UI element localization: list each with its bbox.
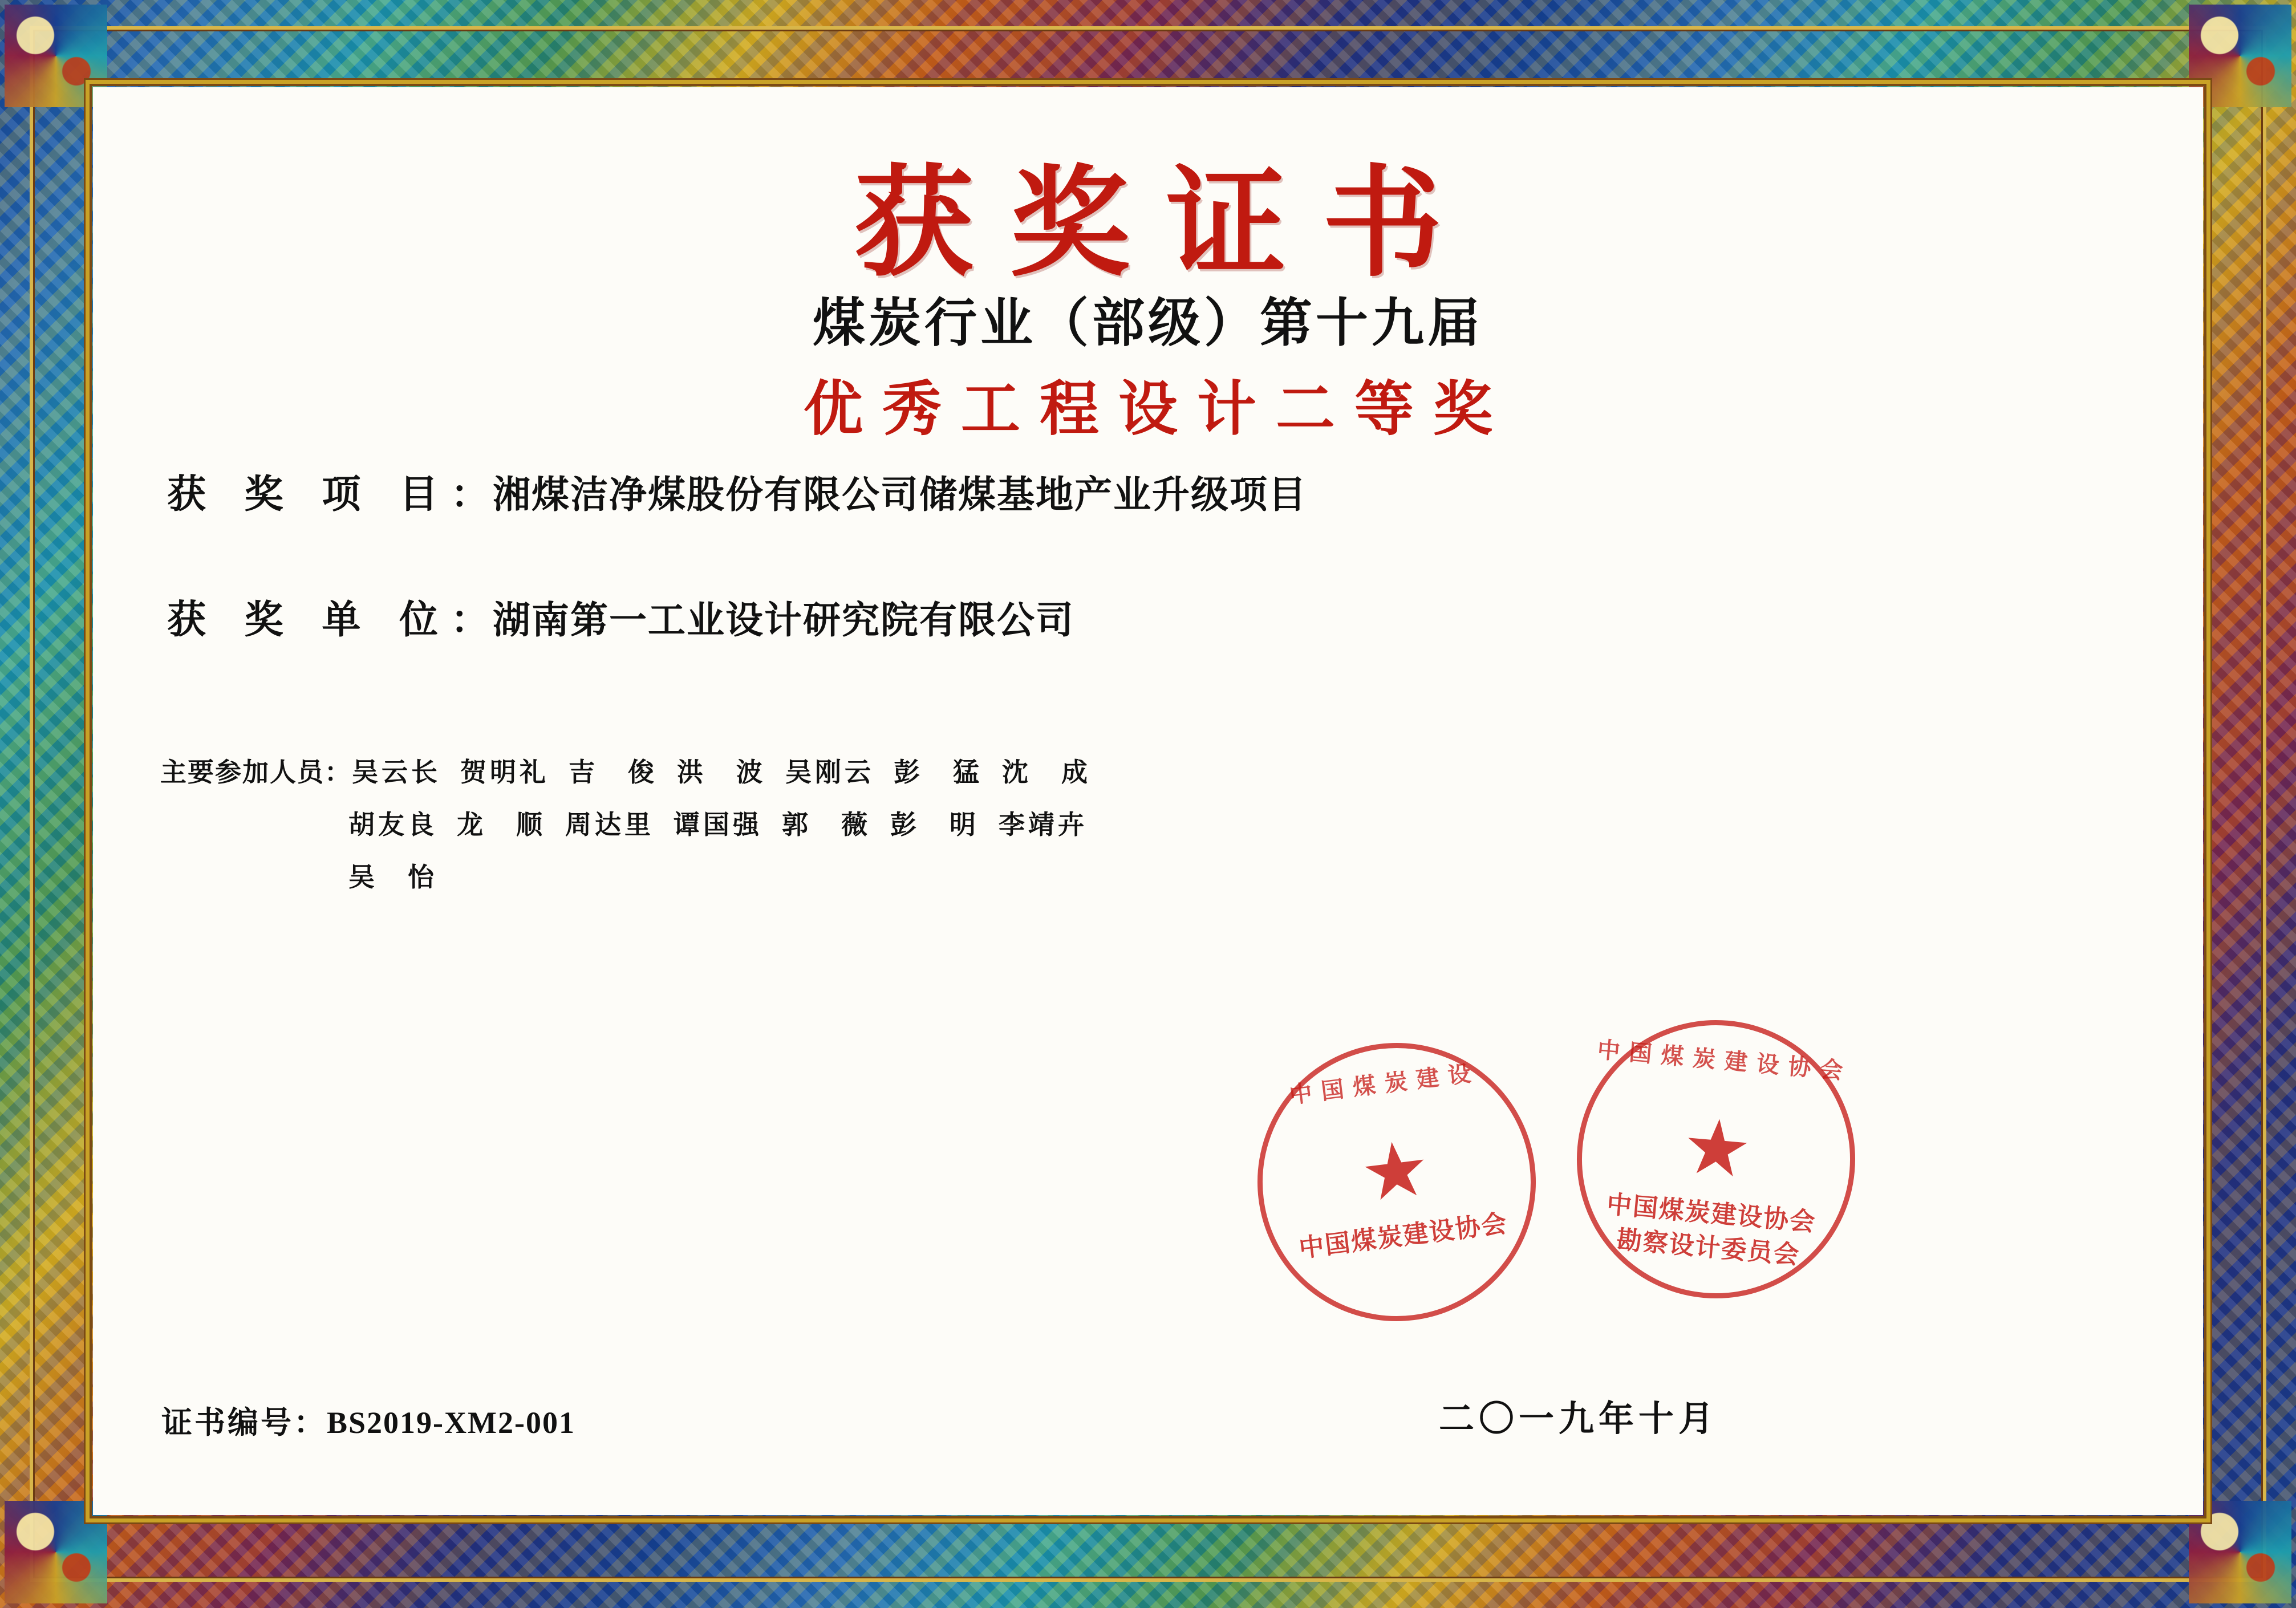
official-seal-primary <box>1242 1027 1552 1337</box>
corner-ornament-top-left <box>5 5 107 107</box>
certificate-number-value: BS2019-XM2-001 <box>327 1406 575 1440</box>
seal-arc-text-primary: 中国煤炭建设 <box>1288 1058 1482 1109</box>
seal-line1-primary: 中国煤炭建设协会 <box>1297 1209 1510 1264</box>
participant-name: 沈 成 <box>1002 757 1091 787</box>
award-project-row <box>167 464 2135 519</box>
award-unit-label: 获 奖 单 位 <box>167 597 451 643</box>
official-seal-secondary <box>1565 1009 1867 1310</box>
corner-ornament-bottom-left <box>5 1501 107 1603</box>
participant-name: 李靖卉 <box>999 809 1088 840</box>
participants-line <box>348 851 1804 903</box>
seal-arc-text-secondary: 中国煤炭建设协会 <box>1596 1036 1853 1086</box>
participant-name: 洪 波 <box>677 757 766 787</box>
seal-line2-secondary: 勘察设计委员会 <box>1615 1225 1802 1270</box>
participant-name: 龙 顺 <box>457 809 546 840</box>
participants-line <box>348 746 1804 798</box>
award-project-value: 湘煤洁净煤股份有限公司储煤基地产业升级项目 <box>493 472 1308 517</box>
participant-name: 吴云长 <box>352 757 441 787</box>
issue-date: 二〇一九年十月 <box>1438 1398 1718 1439</box>
certificate-number-row <box>161 1398 575 1442</box>
seal-star-icon-secondary: ★ <box>1682 1105 1751 1191</box>
certificate-title: 获奖证书 <box>853 152 1479 293</box>
participant-name: 贺明礼 <box>460 757 549 787</box>
award-unit-row <box>167 589 2135 644</box>
participant-name: 吉 俊 <box>569 757 658 787</box>
certificate-subtitle-line2: 优秀工程设计二等奖 <box>803 373 1512 444</box>
seal-star-icon-primary: ★ <box>1360 1127 1431 1215</box>
award-unit-colon: ： <box>451 597 490 643</box>
participant-name: 周达里 <box>565 809 654 840</box>
participants-label: 主要参加人员： <box>160 757 352 787</box>
award-unit-value: 湖南第一工业设计研究院有限公司 <box>493 598 1075 642</box>
certificate-paper <box>93 87 2203 1515</box>
participant-name: 谭国强 <box>674 809 762 840</box>
participant-name: 彭 明 <box>890 809 979 840</box>
participant-name: 郭 薇 <box>782 809 871 840</box>
participants-line <box>348 798 1804 851</box>
certificate-subtitle-line1: 煤炭行业（部级）第十九届 <box>812 292 1483 354</box>
certificate-number-label: 证书编号： <box>161 1404 327 1440</box>
participant-name: 彭 猛 <box>894 757 983 787</box>
corner-ornament-top-right <box>2189 5 2291 107</box>
seal-line2-primary <box>1276 1269 1542 1302</box>
award-project-colon: ： <box>451 472 490 517</box>
participants-block <box>160 746 1804 903</box>
corner-ornament-bottom-right <box>2189 1501 2291 1603</box>
participant-name: 吴刚云 <box>785 757 874 787</box>
seal-line1-secondary: 中国煤炭建设协会 <box>1605 1189 1818 1237</box>
award-project-label: 获 奖 项 目 <box>167 472 451 517</box>
participant-name: 吴 怡 <box>348 862 437 892</box>
participants-list <box>348 746 1804 903</box>
participant-name: 胡友良 <box>348 809 437 840</box>
